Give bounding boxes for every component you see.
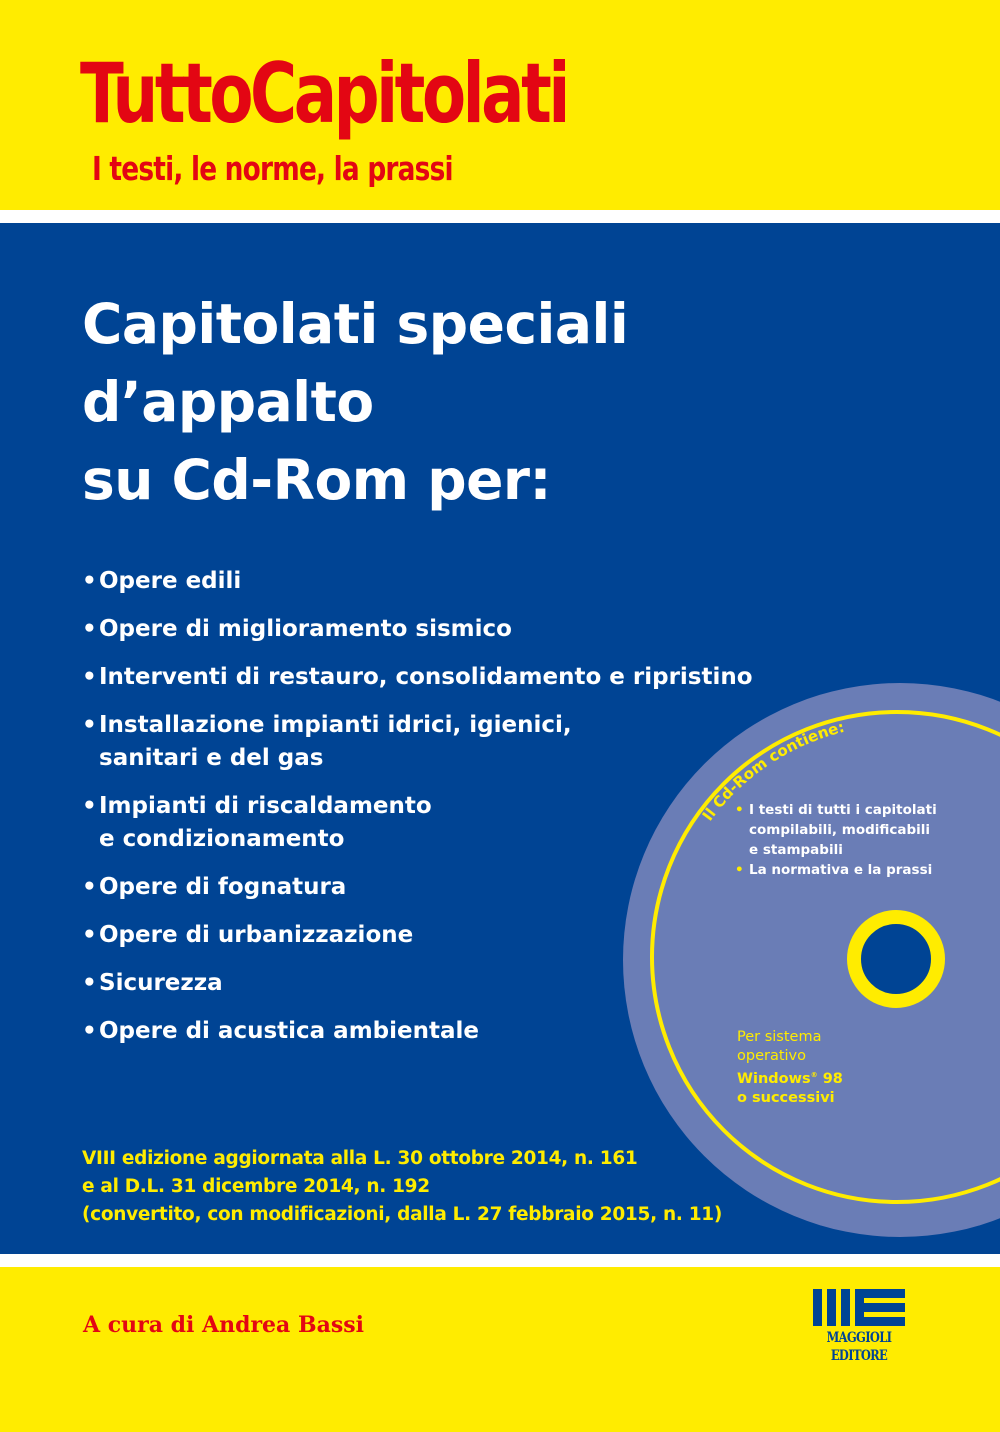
topic-item: • Opere di fognatura: [82, 871, 753, 904]
edition-note: VIII edizione aggiornata alla L. 30 ottobre 2014, n. 161 e al D.L. 31 dicembre 2014, n. 192 (convertito, con modificazioni, dalla L. 27 febbraio 2015, n. 11): [82, 1148, 722, 1225]
bullet-icon: •: [735, 802, 744, 818]
header-band: [0, 0, 1000, 210]
bullet-icon: •: [82, 568, 97, 594]
cd-content-item: • I testi di tutti i capitolati compilabili, modificabili e stampabili: [735, 802, 937, 858]
topic-item: • Opere edili: [82, 565, 753, 598]
bullet-icon: •: [82, 922, 97, 948]
registered-mark: ®: [810, 1071, 818, 1079]
series-title: TuttoCapitolati: [80, 45, 567, 142]
bullet-icon: •: [82, 712, 97, 738]
svg-text:Il Cd-Rom contiene:: Il Cd-Rom contiene:: [698, 717, 847, 825]
topic-item: • Installazione impianti idrici, igienici, sanitari e del gas: [82, 709, 753, 775]
topic-item: • Interventi di restauro, consolidamento e ripristino: [82, 661, 753, 694]
bullet-icon: •: [82, 664, 97, 690]
cd-system-requirements: Per sistema operativo Windows® 98 o successivi: [737, 1029, 843, 1106]
bullet-icon: •: [82, 970, 97, 996]
cd-content-item: • La normativa e la prassi: [735, 862, 933, 878]
bullet-icon: •: [735, 862, 744, 878]
cd-contents-list: [735, 800, 937, 880]
bullet-icon: •: [82, 874, 97, 900]
cd-arc-label: [623, 683, 1000, 1237]
maggioli-logo-icon: [813, 1289, 905, 1326]
book-title-line: d’appalto: [82, 370, 374, 434]
bullet-icon: •: [82, 616, 97, 642]
publisher-logo: [813, 1289, 905, 1369]
series-subtitle: I testi, le norme, la prassi: [92, 149, 453, 188]
book-title: [82, 285, 628, 519]
topic-item: • Sicurezza: [82, 967, 753, 1000]
author-credit: A cura di Andrea Bassi: [83, 1312, 364, 1338]
book-title-line: Capitolati speciali: [82, 292, 629, 356]
bullet-icon: •: [82, 793, 97, 819]
topic-item: • Opere di miglioramento sismico: [82, 613, 753, 646]
bullet-icon: •: [82, 1018, 97, 1044]
book-title-line: su Cd-Rom per:: [82, 448, 551, 512]
topic-item: • Opere di acustica ambientale: [82, 1015, 753, 1048]
publisher-name: MAGGIOLI EDITORE: [826, 1330, 892, 1364]
topic-item: • Opere di urbanizzazione: [82, 919, 753, 952]
topic-item: • Impianti di riscaldamento e condizionamento: [82, 790, 753, 856]
